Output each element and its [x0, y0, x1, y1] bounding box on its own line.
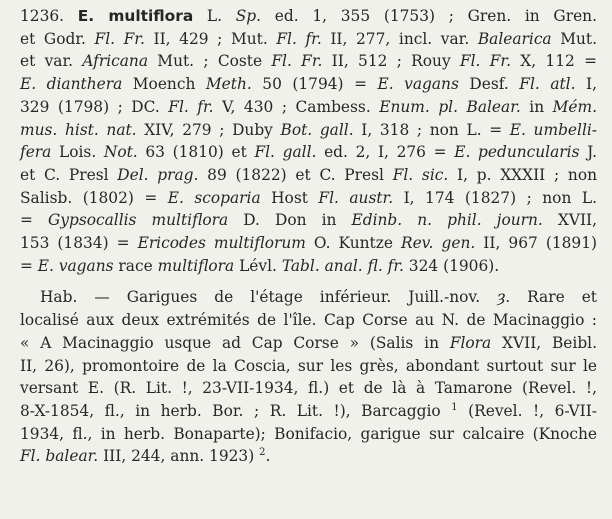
footnote-ref-2[interactable]: 2 [259, 447, 266, 459]
text-line: mus. hist. nat. XIV, 279 ; Duby Bot. gall. I, 318 ; non L. = E. umbelli- [20, 120, 597, 139]
species-name: E. multiflora [77, 7, 194, 25]
text-line: II, 26), promontoire de la Coscia, sur les grès, abondant surtout sur le [20, 356, 597, 375]
text-line: 153 (1834) = Ericodes multiflorum O. Kuntze Rev. gen. II, 967 (1891) [20, 234, 598, 253]
species-author: L. [206, 7, 223, 25]
text-line: versant E. (R. Lit. !, 23-VII-1934, fl.) et de là à Tamarone (Revel. !, [20, 379, 597, 398]
text-line: = Gypsocallis multiflora D. Don in Edinb. n. phil. journ. XVII, [20, 211, 598, 230]
footnote-ref-1[interactable]: 1 [451, 401, 458, 413]
text-line: localisé aux deux extrémités de l'île. Cap Corse au N. de Macinaggio : [20, 311, 597, 330]
text-line: = E. vagans race multiflora Lévl. Tabl. anal. fl. fr. 324 (1906). [20, 256, 500, 275]
text-line: et Godr. Fl. Fr. II, 429 ; Mut. Fl. fr. II, 277, incl. var. Balearica Mut. [20, 29, 597, 48]
text-line: fera Lois. Not. 63 (1810) et Fl. gall. ed. 2, I, 276 = E. peduncularis J. [20, 143, 598, 162]
text-line: Hab. — Garigues de l'étage inférieur. Juill.-nov. ȝ. Rare et [40, 288, 597, 307]
text-line: et var. Africana Mut. ; Coste Fl. Fr. II, 512 ; Rouy Fl. Fr. X, 112 = [20, 52, 597, 71]
lifeform-symbol: ȝ [497, 288, 506, 307]
habitat-paragraph [20, 286, 597, 468]
text-line: Fl. balear. III, 244, ann. 1923) $^2$. [20, 447, 271, 466]
text-line: Salisb. (1802) = E. scoparia Host Fl. austr. I, 174 (1827) ; non L. [20, 188, 597, 207]
text-line: 1236. E. multiflora L. Sp. ed. 1, 355 (1753) ; Gren. in Gren. [20, 7, 597, 25]
text-line: et C. Presl Del. prag. 89 (1822) et C. Presl Fl. sic. I, p. XXXII ; non [20, 165, 597, 184]
species-entry [20, 5, 597, 277]
entry-number: 1236. [20, 7, 65, 25]
text-line: E. dianthera Moench Meth. 50 (1794) = E. vagans Desf. Fl. atl. I, [20, 75, 597, 94]
text-line: 1934, fl., in herb. Bonaparte); Bonifacio, garigue sur calcaire (Knoche [20, 424, 597, 443]
text-line: 8-X-1854, fl., in herb. Bor. ; R. Lit. !), Barcaggio $^1$ (Revel. !, 6-VII- [20, 401, 597, 420]
text-line: 329 (1798) ; DC. Fl. fr. V, 430 ; Cambess. Enum. pl. Balear. in Mém. [20, 97, 598, 116]
text-line: « A Macinaggio usque ad Cap Corse » (Salis in Flora XVII, Beibl. [20, 333, 597, 352]
